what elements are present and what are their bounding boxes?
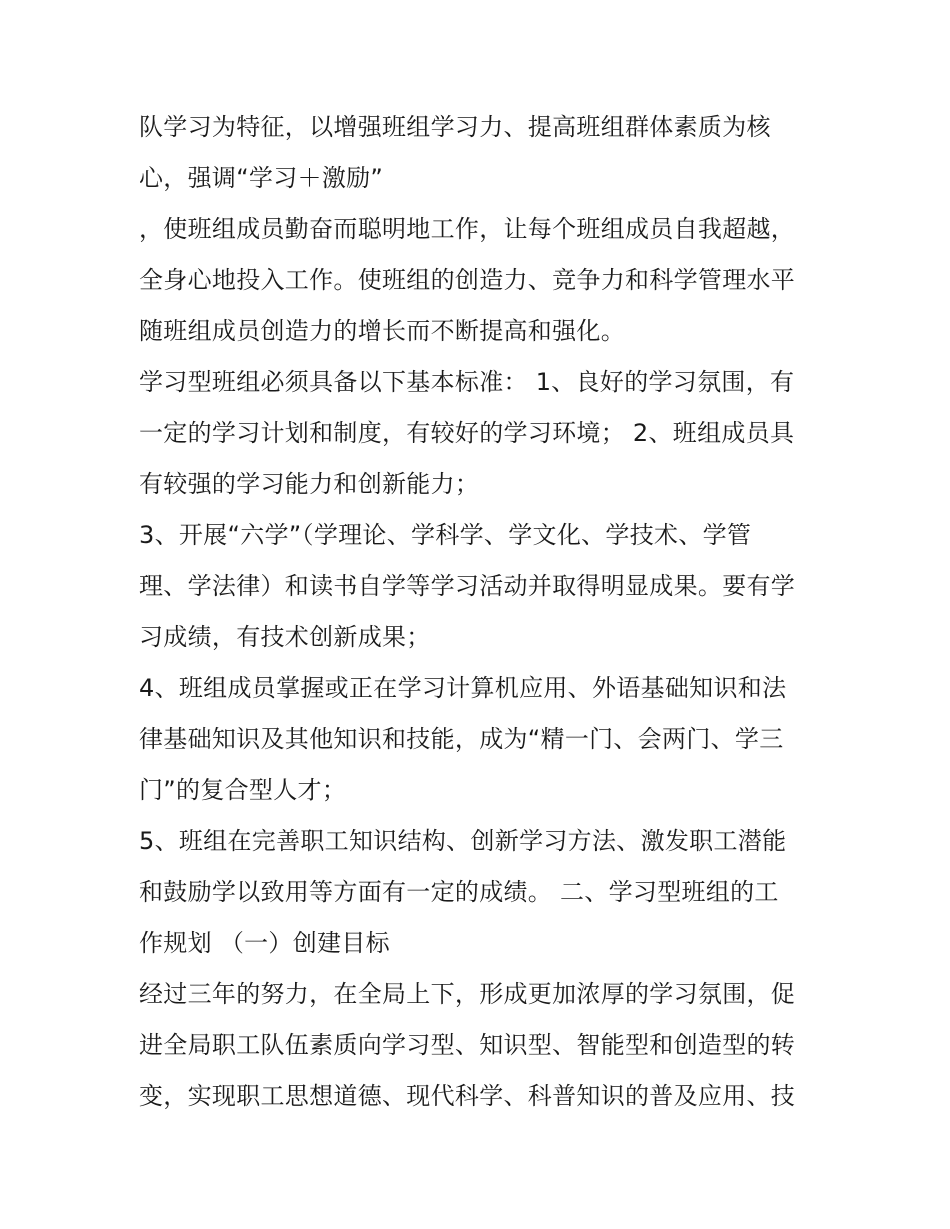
text-line: 随班组成员创造力的增长而不断提高和强化。 xyxy=(139,317,625,345)
text-line: 心，强调“学习＋激励” xyxy=(139,164,384,192)
text-line: 和鼓励学以致用等方面有一定的成绩。 二、学习型班组的工 xyxy=(139,878,779,906)
text-line: 变，实现职工思想道德、现代科学、科普知识的普及应用、技 xyxy=(139,1082,796,1110)
text-line: 4、班组成员掌握或正在学习计算机应用、外语基础知识和法 xyxy=(139,674,787,702)
text-line: 律基础知识及其他知识和技能，成为“精一门、会两门、学三 xyxy=(139,725,784,753)
text-line: 进全局职工队伍素质向学习型、知识型、智能型和创造型的转 xyxy=(139,1031,796,1059)
text-line: 队学习为特征，以增强班组学习力、提高班组群体素质为核 xyxy=(139,113,771,141)
text-line: 门”的复合型人才； xyxy=(139,776,347,804)
text-line: 有较强的学习能力和创新能力； xyxy=(139,470,480,498)
text-line: 作规划 （一）创建目标 xyxy=(139,929,390,957)
text-line: ，使班组成员勤奋而聪明地工作，让每个班组成员自我超越， xyxy=(139,215,796,243)
text-line: 3、开展“六学”（学理论、学科学、学文化、学技术、学管 xyxy=(139,521,752,549)
text-line: 习成绩，有技术创新成果； xyxy=(139,623,431,651)
text-line: 全身心地投入工作。使班组的创造力、竞争力和科学管理水平 xyxy=(139,266,796,294)
text-line: 5、班组在完善职工知识结构、创新学习方法、激发职工潜能 xyxy=(139,827,787,855)
text-line: 理、学法律）和读书自学等学习活动并取得明显成果。要有学 xyxy=(139,572,796,600)
text-line: 经过三年的努力，在全局上下，形成更加浓厚的学习氛围，促 xyxy=(139,980,796,1008)
text-line: 一定的学习计划和制度，有较好的学习环境； 2、班组成员具 xyxy=(139,419,795,447)
text-line: 学习型班组必须具备以下基本标准： 1、良好的学习氛围，有 xyxy=(139,368,795,396)
